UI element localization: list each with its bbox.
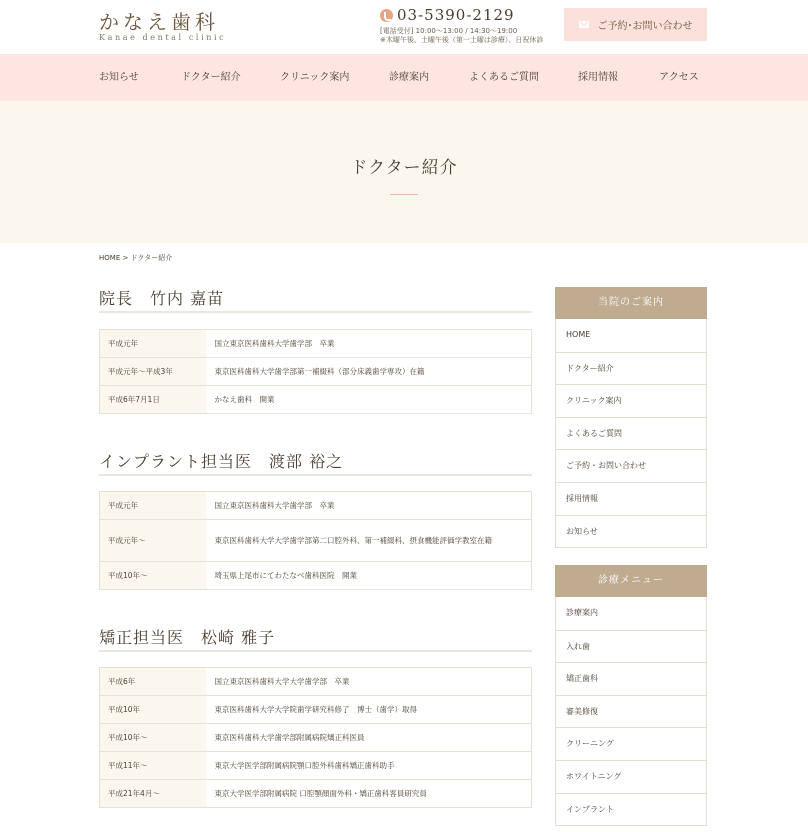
career-desc: 東京医科歯科大学大学歯学部第二口腔外科、第一補綴科、摂食機能評価学教室在籍 <box>206 520 532 562</box>
sidebar-menu <box>555 565 707 826</box>
tel-hours: [電話受付] 10:00〜13:00 / 14:30〜19:00 <box>380 27 518 35</box>
career-year: 平成21年4月〜 <box>100 780 206 808</box>
career-year: 平成10年〜 <box>100 724 206 752</box>
phone-icon <box>380 9 393 22</box>
sidebar-item-news[interactable]: お知らせ <box>556 515 706 548</box>
table-row <box>100 724 532 752</box>
career-year: 平成元年〜平成3年 <box>100 358 206 386</box>
page-title: ドクター紹介 <box>350 158 458 178</box>
nav-item-access[interactable]: アクセス <box>659 72 699 83</box>
breadcrumb-current: ドクター紹介 <box>130 254 173 262</box>
table-row <box>100 780 532 808</box>
table-row <box>100 668 532 696</box>
career-year: 平成11年〜 <box>100 752 206 780</box>
global-nav <box>0 54 808 101</box>
career-year: 平成10年 <box>100 696 206 724</box>
breadcrumb-home[interactable]: HOME <box>99 254 121 262</box>
tel-number[interactable]: 03-5390-2129 <box>397 6 515 24</box>
breadcrumb <box>99 253 172 263</box>
table-row <box>100 562 532 590</box>
nav-item-doctor[interactable]: ドクター紹介 <box>181 72 241 83</box>
sidebar-item-denture[interactable]: 入れ歯 <box>556 630 706 663</box>
doctor-heading-director: 院長 竹内 嘉苗 <box>99 286 532 313</box>
sidebar-item-recruit[interactable]: 採用情報 <box>556 482 706 515</box>
sidebar-item-orthodontics[interactable]: 矯正歯科 <box>556 662 706 695</box>
sidebar-item-aesthetic[interactable]: 審美修復 <box>556 695 706 728</box>
career-year: 平成元年 <box>100 330 206 358</box>
nav-item-clinic[interactable]: クリニック案内 <box>280 72 350 83</box>
career-desc: 東京大学医学部附属病院 口腔顎顔面外科・矯正歯科客員研究員 <box>206 780 532 808</box>
nav-item-treatment[interactable]: 診療案内 <box>389 72 429 83</box>
career-desc: 東京医科歯科大学大学院歯学研究科修了 博士（歯学）取得 <box>206 696 532 724</box>
career-year: 平成6年7月1日 <box>100 386 206 414</box>
career-year: 平成10年〜 <box>100 562 206 590</box>
sidebar-item-cleaning[interactable]: クリーニング <box>556 727 706 760</box>
contact-button[interactable] <box>564 8 707 41</box>
table-row <box>100 358 532 386</box>
sidebar-guide-list <box>555 319 707 548</box>
career-desc: 東京大学医学部附属病院顎口腔外科歯科矯正歯科助手 <box>206 752 532 780</box>
career-year: 平成元年 <box>100 492 206 520</box>
nav-item-recruit[interactable]: 採用情報 <box>578 72 618 83</box>
doctor-heading-orthodontics: 矯正担当医 松崎 雅子 <box>99 625 532 652</box>
sidebar-item-treatment[interactable]: 診療案内 <box>566 608 598 617</box>
career-desc: 東京医科歯科大学歯学部第一補綴科（部分床義歯学専攻）在籍 <box>206 358 532 386</box>
career-desc: かなえ歯科 開業 <box>206 386 532 414</box>
table-row <box>100 330 532 358</box>
sidebar-item-home[interactable]: HOME <box>566 330 591 339</box>
sidebar-guide <box>555 287 707 548</box>
site-header <box>0 0 808 54</box>
career-desc: 国立東京医科歯科大学歯学部 卒業 <box>214 500 335 510</box>
nav-item-faq[interactable]: よくあるご質問 <box>469 72 539 83</box>
table-row <box>100 696 532 724</box>
doctor-career-table <box>99 667 532 808</box>
page-title-band <box>0 101 808 243</box>
sidebar-item-clinic[interactable]: クリニック案内 <box>556 384 706 417</box>
sidebar-menu-title: 診療メニュー <box>555 565 707 597</box>
sidebar-item-doctor[interactable]: ドクター紹介 <box>556 352 706 385</box>
career-desc: 国立東京医科歯科大学歯学部 卒業 <box>214 338 335 348</box>
career-desc: 国立東京医科歯科大学大学歯学部 卒業 <box>214 676 350 686</box>
table-row <box>100 520 532 562</box>
table-row <box>100 386 532 414</box>
career-year: 平成元年〜 <box>100 520 206 562</box>
mail-icon <box>579 21 589 28</box>
doctor-career-table <box>99 491 532 590</box>
doctor-career-table <box>99 329 532 414</box>
logo-subtitle: Kanae dental clinic <box>99 33 227 42</box>
tel-note: ※木曜午後、土曜午後（第一土曜は診療）、日祝休診 <box>380 36 544 44</box>
table-row <box>100 492 532 520</box>
sidebar-item-whitening[interactable]: ホワイトニング <box>556 760 706 793</box>
career-desc: 東京医科歯科大学歯学部附属病院矯正科医員 <box>206 724 532 752</box>
table-row <box>100 752 532 780</box>
logo[interactable]: かなえ歯科 <box>99 10 219 34</box>
sidebar-item-implant[interactable]: インプラント <box>556 793 706 826</box>
sidebar-item-contact[interactable]: ご予約・お問い合わせ <box>556 449 706 482</box>
nav-item-news[interactable]: お知らせ <box>99 72 139 83</box>
career-year: 平成6年 <box>100 668 206 696</box>
sidebar-item-faq[interactable]: よくあるご質問 <box>556 417 706 450</box>
sidebar-menu-list <box>555 597 707 826</box>
contact-button-label: ご予約･お問い合わせ <box>597 21 693 32</box>
sidebar-guide-title: 当院のご案内 <box>555 287 707 319</box>
breadcrumb-separator: > <box>120 254 131 262</box>
title-underline <box>390 194 418 195</box>
doctor-heading-implant: インプラント担当医 渡部 裕之 <box>99 449 532 476</box>
career-desc: 埼玉県上尾市にてわたなべ歯科医院 開業 <box>206 562 532 590</box>
